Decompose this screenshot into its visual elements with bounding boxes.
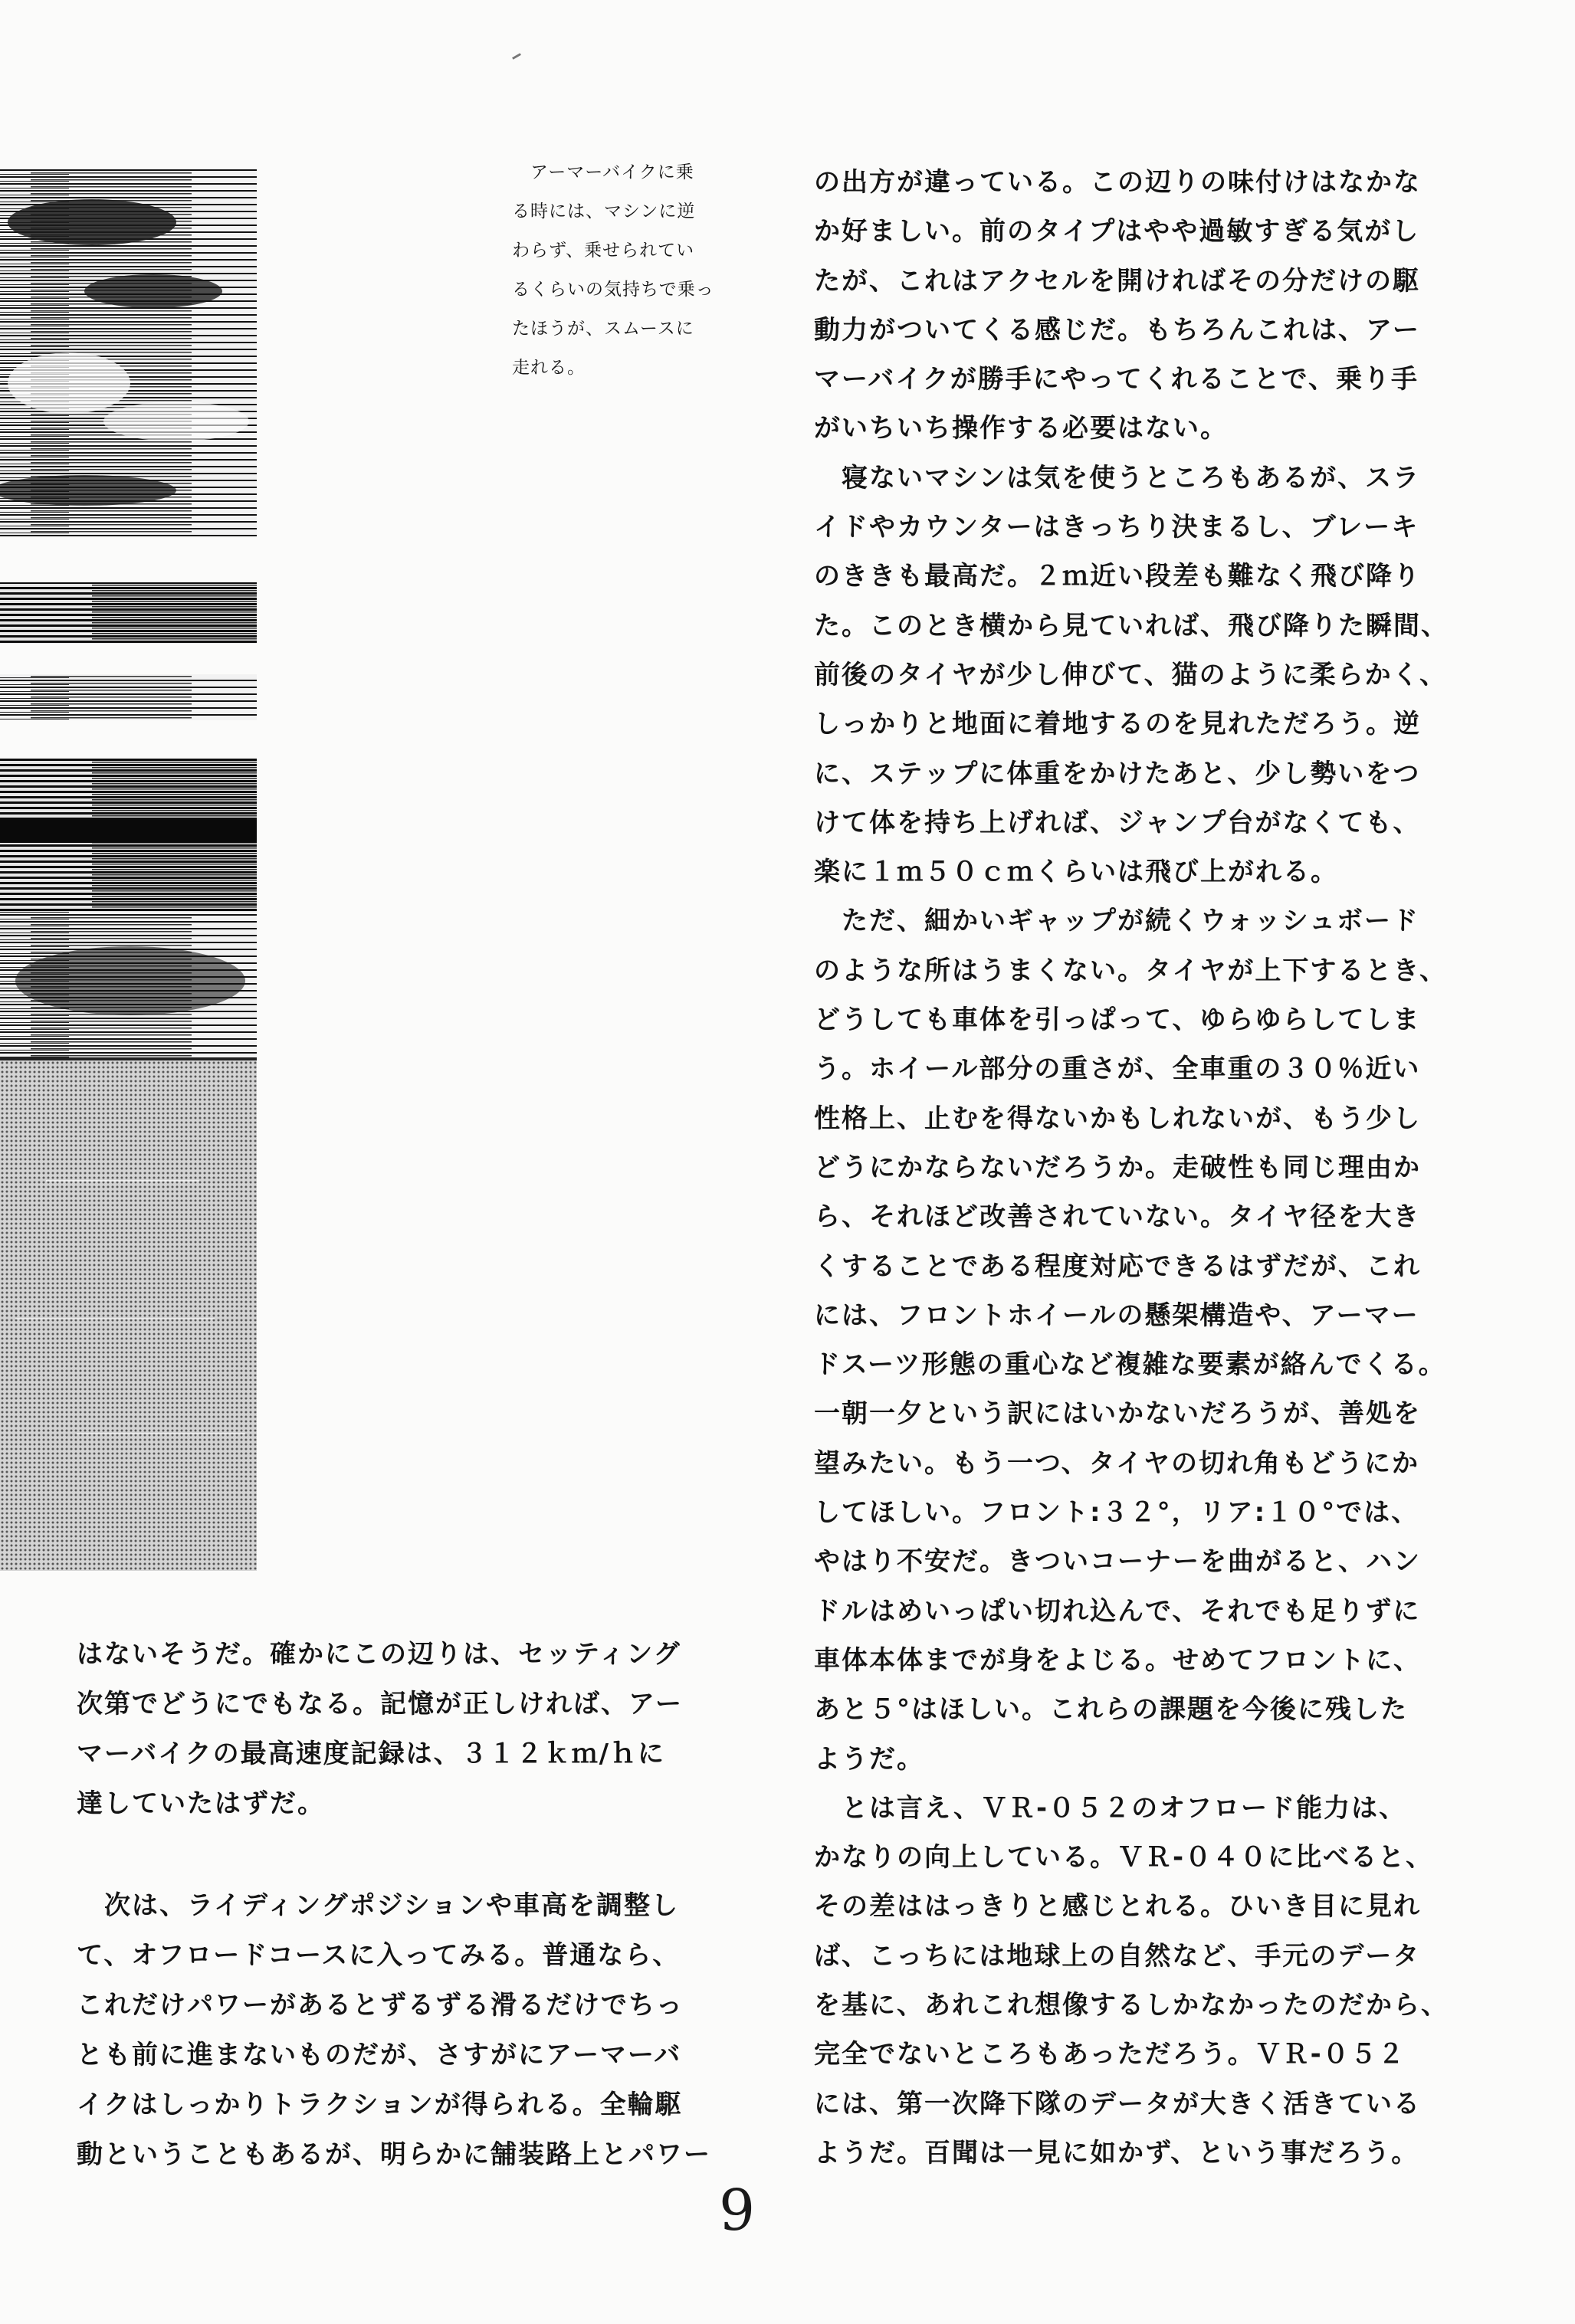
text-line: しっかりと地面に着地するのを見れただろう。逆 [814,709,1421,740]
text-line: ただ、細かいギャップが続くウォッシュボード [814,906,1419,937]
text-line: とも前に進まないものだが、さすがにアーマーバ [77,2040,682,2070]
text-line: か好ましい。前のタイプはやや過敏すぎる気がし [814,216,1420,247]
left-text-paragraph-1 [77,1630,720,1829]
text-line: 望みたい。もう一つ、タイヤの切れ角もどうにか [814,1447,1419,1479]
text-line: には、第一次降下隊のデータが大きく活きている [814,2088,1421,2119]
caption-line: るくらいの気持ちで乗っ [512,280,714,300]
text-line: ようだ。百聞は一見に如かず、という事だろう。 [814,2137,1419,2168]
caption-line: る時には、マシンに逆 [512,202,696,221]
text-line: どうにかならないだろうか。走破性も同じ理由か [814,1152,1421,1183]
text-line: を基に、あれこれ想像するしかなかったのだから、 [814,1989,1449,2021]
text-line: の出方が違っている。この辺りの味付けはなかな [814,167,1421,198]
text-line: 次は、ライディングポジションや車高を調整し [77,1890,680,1921]
text-line: のききも最高だ。２ｍ近い段差も難なく飛び降り [814,561,1421,592]
text-line: 動ということもあるが、明らかに舗装路上とパワー [77,2139,711,2170]
text-line: 動力がついてくる感じだ。もちろんこれは、アー [814,314,1420,346]
caption-line: わらず、乗せられてい [512,241,695,261]
text-line: マーバイクの最高速度記録は、３１２ｋｍ/ｈに [77,1739,666,1769]
text-line: マーバイクが勝手にやってくれることで、乗り手 [814,364,1419,395]
text-line: て、オフロードコースに入ってみる。普通なら、 [77,1940,681,1971]
motion-blur-illustration [0,169,257,1571]
caption-line: たほうが、スムースに [512,319,694,339]
text-line: う。ホイール部分の重さが、全車重の３０％近い [814,1054,1421,1085]
right-text-column [814,158,1488,2178]
text-line: ドスーツ形態の重心など複雑な要素が絡んでくる。 [814,1349,1446,1381]
text-line: 車体本体までが身をよじる。せめてフロントに、 [814,1644,1421,1676]
text-line: ようだ。 [814,1743,924,1775]
text-line: あと５°はほしい。これらの課題を今後に残した [814,1694,1408,1726]
left-text-paragraph-2 [77,1881,720,2180]
illustration-strip [0,169,257,1571]
text-line: イドやカウンターはきっちり決まるし、ブレーキ [814,512,1419,543]
text-line: 次第でどうにでもなる。記憶が正しければ、アー [77,1689,683,1719]
text-line: 達していたはずだ。 [77,1788,325,1819]
text-line: 寝ないマシンは気を使うところもあるが、スラ [814,462,1421,493]
text-line: のような所はうまくない。タイヤが上下するとき、 [814,955,1447,986]
text-line: 楽に１ｍ５０ｃｍくらいは飛び上がれる。 [814,857,1338,888]
text-line: ば、こっちには地球上の自然など、手元のデータ [814,1940,1421,1972]
text-line: どうしても車体を引っぱって、ゆらゆらしてしま [814,1005,1421,1036]
text-line: 完全でないところもあっただろう。ＶＲ-０５２ [814,2039,1406,2070]
text-line: これだけパワーがあるとずるずる滑るだけでちっ [77,1990,684,2021]
text-line: がいちいち操作する必要はない。 [814,413,1228,444]
text-line: とは言え、ＶＲ-０５２のオフロード能力は、 [814,1792,1407,1824]
text-line: かなりの向上している。ＶＲ-０４０に比べると、 [814,1842,1434,1873]
text-line: た。このとき横から見ていれば、飛び降りた瞬間、 [814,610,1449,641]
scan-speck [512,53,521,60]
text-line: やはり不安だ。きついコーナーを曲がると、ハン [814,1546,1421,1578]
text-line: には、フロントホイールの懸架構造や、アーマー [814,1300,1419,1331]
text-line: 前後のタイヤが少し伸びて、猫のように柔らかく、 [814,659,1447,690]
text-line: 性格上、止むを得ないかもしれないが、もう少し [814,1103,1421,1134]
page-number: 9 [719,2178,756,2244]
text-line: はないそうだ。確かにこの辺りは、セッティング [77,1639,681,1670]
photo-caption [512,153,742,388]
caption-line: アーマーバイクに乗 [512,162,694,182]
text-line: ら、それほど改善されていない。タイヤ径を大き [814,1201,1421,1233]
text-line: イクはしっかりトラクションが得られる。全輪駆 [77,2090,683,2120]
text-line: してほしい。フロント:３２°，リア:１０°では、 [814,1497,1419,1529]
caption-line: 走れる。 [512,358,586,378]
text-line: 一朝一夕という訳にはいかないだろうが、善処を [814,1398,1421,1430]
text-line: ドルはめいっぱい切れ込んで、それでも足りずに [814,1595,1421,1627]
text-line: けて体を持ち上げれば、ジャンプ台がなくても、 [814,807,1421,838]
text-line: に、ステップに体重をかけたあと、少し勢いをつ [814,758,1421,789]
text-line: たが、これはアクセルを開ければその分だけの駆 [814,265,1420,297]
text-line: くすることである程度対応できるはずだが、これ [814,1251,1421,1282]
text-line: その差ははっきりと感じとれる。ひいき目に見れ [814,1891,1421,1922]
